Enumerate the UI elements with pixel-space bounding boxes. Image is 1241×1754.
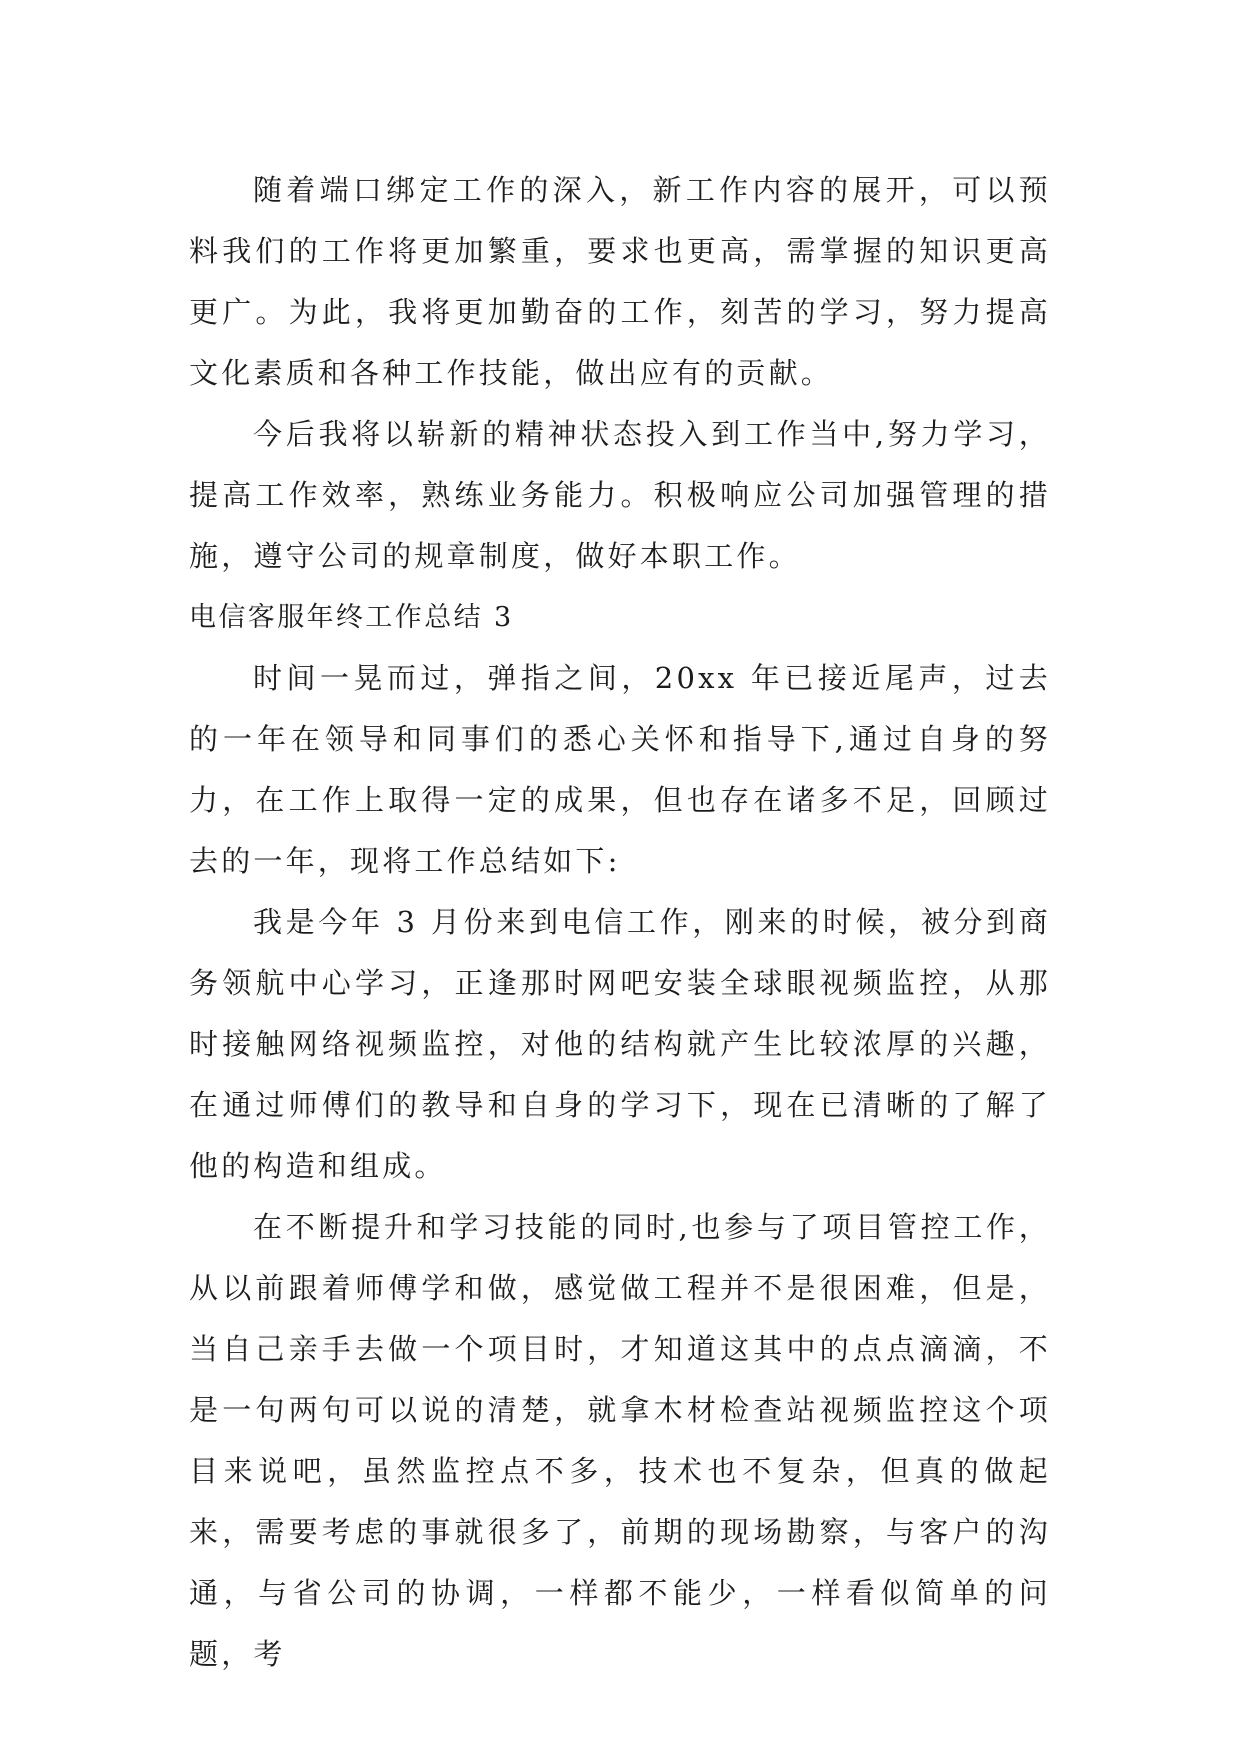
document-body [189, 160, 1051, 1685]
paragraph-year-review: 时间一晃而过，弹指之间，20xx 年已接近尾声，过去的一年在领导和同事们的悉心关怀和指导下,通过自身的努力，在工作上取得一定的成果，但也存在诸多不足，回顾过去的一年，现将工作总结如下: [189, 661, 1051, 878]
paragraph-joining-telecom: 我是今年 3 月份来到电信工作，刚来的时候，被分到商务领航中心学习，正逢那时网吧安装全球眼视频监控，从那时接触网络视频监控，对他的结构就产生比较浓厚的兴趣，在通过师傅们的教导和自身的学习下，现在已清晰的了解了他的构造和组成。 [189, 905, 1051, 1183]
section-heading: 电信客服年终工作总结 3 [189, 602, 514, 633]
paragraph-project-management: 在不断提升和学习技能的同时,也参与了项目管控工作，从以前跟着师傅学和做，感觉做工程并不是很困难，但是，当自己亲手去做一个项目时，才知道这其中的点点滴滴，不是一句两句可以说的清楚，就拿木材检查站视频监控这个项目来说吧，虽然监控点不多，技术也不复杂，但真的做起来，需要考虑的事就很多了，前期的现场勘察，与客户的沟通，与省公司的协调，一样都不能少，一样看似简单的问题，考 [189, 1210, 1051, 1671]
paragraph-future-work: 今后我将以崭新的精神状态投入到工作当中,努力学习，提高工作效率，熟练业务能力。积极响应公司加强管理的措施，遵守公司的规章制度，做好本职工作。 [189, 417, 1051, 573]
paragraph-port-binding: 随着端口绑定工作的深入，新工作内容的展开，可以预料我们的工作将更加繁重，要求也更高，需掌握的知识更高更广。为此，我将更加勤奋的工作，刻苦的学习，努力提高文化素质和各种工作技能，做出应有的贡献。 [189, 173, 1051, 390]
